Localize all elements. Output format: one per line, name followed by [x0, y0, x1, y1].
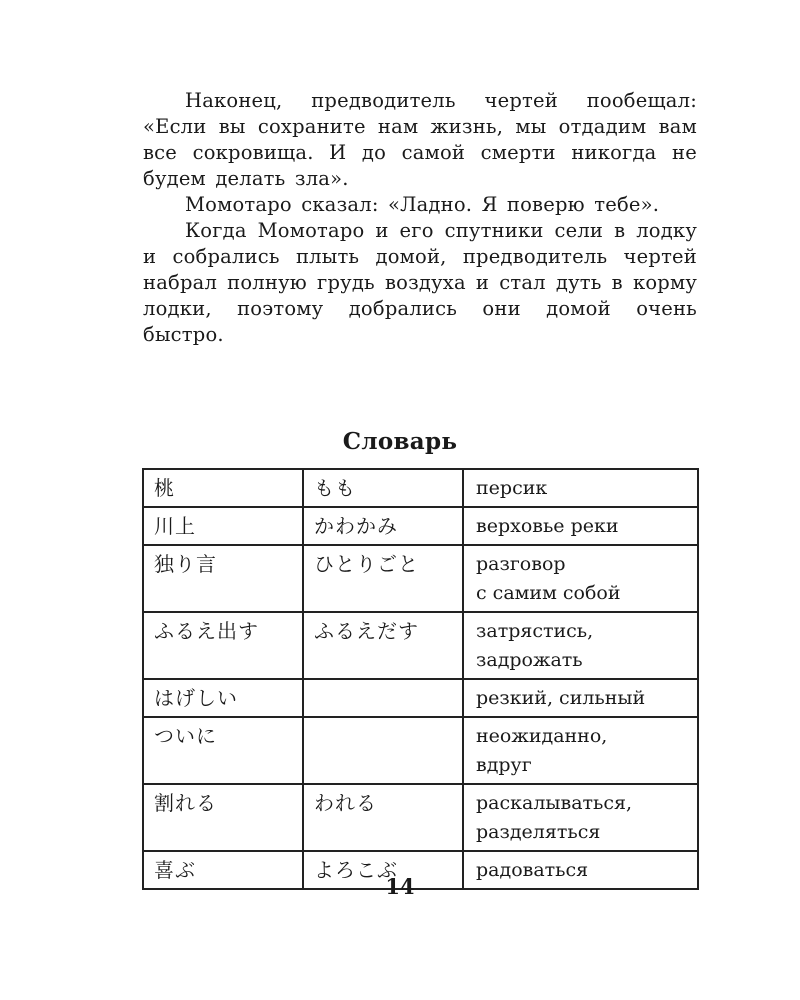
meaning-line: вдруг	[476, 754, 532, 776]
word-cell: 川上	[143, 507, 303, 545]
table-row	[143, 612, 698, 679]
vocabulary-table	[142, 468, 699, 890]
reading-cell: かわかみ	[303, 507, 463, 545]
word-cell: ふるえ出す	[143, 612, 303, 679]
meaning-cell	[463, 612, 698, 679]
reading-cell: ひとりごと	[303, 545, 463, 612]
word-cell: 割れる	[143, 784, 303, 851]
meaning-cell	[463, 784, 698, 851]
table-row	[143, 507, 698, 545]
reading-cell	[303, 717, 463, 784]
meaning-line: с самим собой	[476, 582, 621, 604]
page-number: 14	[385, 874, 415, 899]
table-row	[143, 679, 698, 717]
meaning-cell	[463, 507, 698, 545]
meaning-line: персик	[476, 477, 548, 499]
word-cell: 桃	[143, 469, 303, 507]
meaning-line: задрожать	[476, 649, 583, 671]
reading-cell: われる	[303, 784, 463, 851]
paragraph: Момотаро сказал: «Ладно. Я поверю тебе».	[185, 193, 660, 216]
dictionary-title: Словарь	[342, 428, 458, 455]
reading-cell	[303, 679, 463, 717]
table-row	[143, 784, 698, 851]
meaning-line: резкий, сильный	[476, 687, 646, 709]
story-text	[143, 88, 697, 348]
word-cell: ついに	[143, 717, 303, 784]
meaning-line: неожиданно,	[476, 725, 608, 747]
reading-cell: ふるえだす	[303, 612, 463, 679]
table-row	[143, 469, 698, 507]
reading-cell: もも	[303, 469, 463, 507]
reading-cell: よろこぶ	[303, 851, 463, 889]
meaning-cell	[463, 717, 698, 784]
word-cell: 独り言	[143, 545, 303, 612]
table-row	[143, 545, 698, 612]
paragraph: Наконец, предводитель чертей пообещал: «Если вы сохраните нам жизнь, мы отдадим вам все сокровища. И до самой смерти никогда не будем делать зла».	[143, 89, 697, 190]
meaning-cell	[463, 545, 698, 612]
meaning-line: разделяться	[476, 821, 601, 843]
word-cell: 喜ぶ	[143, 851, 303, 889]
meaning-line: разговор	[476, 553, 566, 575]
meaning-line: затрястись,	[476, 620, 594, 642]
paragraph: Когда Момотаро и его спутники сели в лодку и собрались плыть домой, предводитель чертей набрал полную грудь воздуха и стал дуть в корму лодки, поэтому добрались они домой очень быстро.	[143, 219, 697, 346]
meaning-line: раскалываться,	[476, 792, 633, 814]
meaning-line: верховье реки	[476, 515, 619, 537]
meaning-line: радоваться	[476, 859, 589, 881]
word-cell: はげしい	[143, 679, 303, 717]
meaning-cell	[463, 469, 698, 507]
meaning-cell	[463, 679, 698, 717]
table-row	[143, 717, 698, 784]
